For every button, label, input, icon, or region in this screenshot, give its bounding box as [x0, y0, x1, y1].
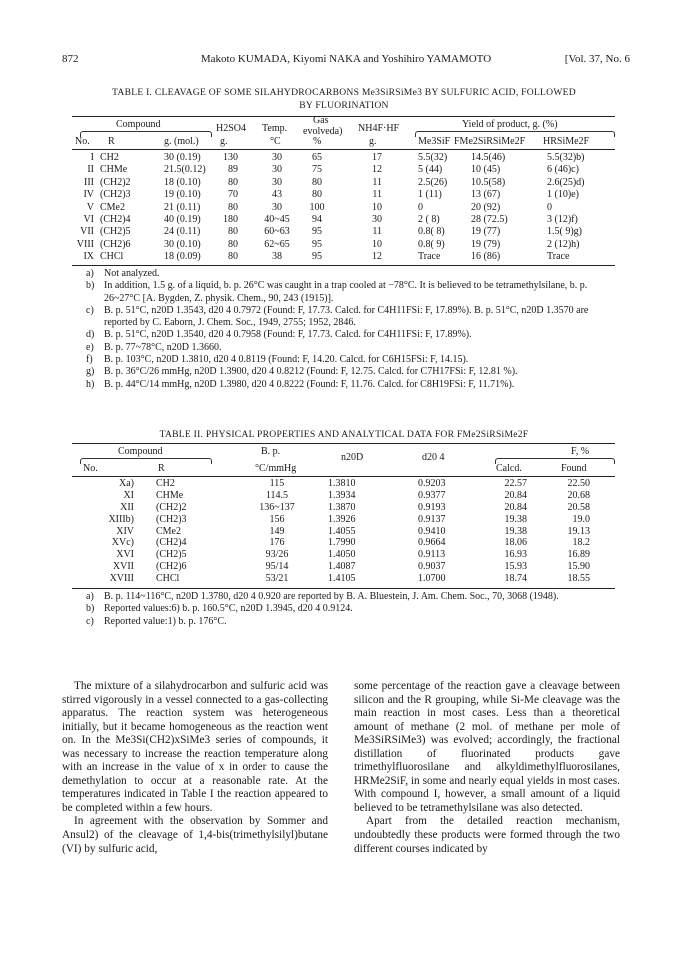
t1-nh4f-cell: 11 [372, 189, 382, 201]
t2-calcd-cell: 20.84 [504, 501, 527, 513]
t2-found-cell: 15.90 [567, 561, 590, 573]
t1-r-cell: CHCl [100, 251, 124, 263]
t2-d-cell: 0.9203 [418, 478, 446, 489]
t1-no-cell: IV [83, 189, 94, 201]
t1-p1-cell: 0.8( 9) [418, 238, 445, 250]
t1-head-p1: Me3SiF [418, 136, 451, 147]
table1-row [72, 189, 615, 201]
t2-r-cell: (CH2)4 [156, 537, 187, 549]
table2-row [72, 478, 615, 490]
t1-unit-temp: °C [270, 136, 281, 147]
footnote-marker: b) [86, 603, 95, 615]
t1-r-cell: (CH2)4 [100, 213, 131, 225]
t2-calcd-cell: 18.74 [504, 573, 527, 585]
table1-row [72, 251, 615, 263]
t1-gas-cell: 80 [312, 189, 322, 201]
t2-n-cell: 1.3926 [328, 513, 356, 525]
t1-p1-cell: 0 [418, 201, 423, 213]
t2-head-no: No. [83, 463, 98, 474]
t1-head-p2: FMe2SiRSiMe2F [454, 136, 526, 147]
t2-r-cell: (CH2)3 [156, 513, 187, 525]
t2-head-f: F, % [571, 446, 590, 457]
running-head [62, 52, 630, 66]
footnote-marker: c) [86, 304, 94, 316]
t1-temp-cell: 60~63 [264, 226, 290, 238]
t1-p3-cell: 5.5(32)b) [547, 152, 585, 163]
t1-nh4f-cell: 11 [372, 226, 382, 238]
t1-gmol-cell: 21.5(0.12) [164, 164, 206, 176]
t1-temp-cell: 30 [272, 176, 282, 188]
footnote [86, 591, 606, 603]
t1-p1-cell: 5.5(32) [418, 152, 448, 163]
t1-gmol-cell: 40 (0.19) [164, 213, 201, 225]
t1-p2-cell: 14.5(46) [471, 152, 506, 163]
t2-n-cell: 1.4087 [328, 561, 356, 573]
t1-p1-cell: 1 (11) [418, 189, 442, 201]
t1-p1-cell: 2.5(26) [418, 176, 448, 188]
t2-head-found: Found [561, 463, 587, 474]
t1-no-cell: V [86, 201, 94, 213]
t1-h2so4-cell: 89 [228, 164, 238, 176]
t1-gmol-cell: 18 (0.09) [164, 251, 201, 263]
table2-row [72, 502, 615, 514]
table1-head-rule [72, 149, 615, 150]
t1-r-cell: CH2 [100, 152, 119, 163]
t1-p2-cell: 10.5(58) [471, 176, 506, 188]
table2-notes [86, 591, 606, 628]
t1-p1-cell: 5 (44) [418, 164, 443, 176]
t1-temp-cell: 40~45 [264, 213, 290, 225]
table1-row [72, 202, 615, 214]
footnote-text: In addition, 1.5 g. of a liquid, b. p. 26°C was caught in a trap cooled at −78°C. It is believed to be tetramethylsilane, b. p. 26~27°C [A. Bygden, Z. physik. Chem., 90, 243 (1915)]. [104, 280, 588, 304]
t2-unit-row-inner [72, 463, 615, 475]
footnote-text: B. p. 51°C, n20D 1.3543, d20 4 0.7972 (Found: F, 17.73. Calcd. for C4H11FSi: F, 17.89%). B. p. 51°C, n20D 1.3570 are reported by C. Eaborn, J. Chem. Soc., 1949, 2755; 1952, 2846. [104, 304, 589, 329]
t1-nh4f-cell: 11 [372, 176, 382, 188]
table2-row [72, 549, 615, 561]
t2-found-cell: 19.13 [567, 525, 590, 537]
t1-no-cell: VI [83, 213, 94, 225]
t2-head-compound: Compound [118, 446, 163, 457]
t1-nh4f-cell: 12 [372, 251, 382, 263]
t2-r-cell: CH2 [156, 478, 175, 489]
body-column-right [354, 680, 620, 856]
table2-row [72, 526, 615, 538]
table1-notes [86, 268, 606, 391]
t2-bp-cell: 114.5 [265, 489, 289, 501]
t2-unit-bp: °C/mmHg [255, 463, 297, 474]
t1-p1-cell: 2 ( 8) [418, 213, 440, 225]
table2-body [72, 478, 615, 585]
footnote [86, 366, 606, 378]
t2-no-cell: XIIIb) [108, 513, 134, 525]
t1-r-cell: (CH2)3 [100, 189, 131, 201]
t1-p2-cell: 16 (86) [471, 251, 501, 263]
t2-d-cell: 0.9410 [418, 525, 446, 537]
t1-nh4f-cell: 10 [372, 201, 382, 213]
t2-bp-cell: 95/14 [265, 561, 289, 573]
footnote-text: B. p. 103°C, n20D 1.3810, d20 4 0.8119 (Found: F, 14.20. Calcd. for C6H15FSi: F, 14.15). [104, 354, 469, 366]
t1-head-temp: Temp. [262, 123, 288, 134]
t2-calcd-cell: 19.38 [504, 513, 527, 525]
t1-p3-cell: 0 [547, 201, 552, 213]
t1-r-cell: (CH2)6 [100, 238, 131, 250]
t2-r-cell: CHMe [156, 489, 184, 501]
t2-bp-cell: 53/21 [265, 573, 289, 585]
table1-row [72, 177, 615, 189]
footnote-text: Reported values:6) b. p. 160.5°C, n20D 1.3945, d20 4 0.9124. [104, 603, 353, 615]
t2-d-cell: 0.9037 [418, 561, 446, 573]
t1-temp-cell: 38 [272, 251, 282, 263]
t2-d-cell: 0.9664 [418, 537, 446, 549]
t1-head-gmol: g. (mol.) [164, 136, 199, 147]
table1-caption [70, 86, 618, 112]
table1-row [72, 152, 615, 164]
footnote-text: Reported value:1) b. p. 176°C. [104, 615, 227, 627]
t2-bp-cell: 115 [269, 478, 285, 489]
table2-row [72, 561, 615, 573]
table1-row [72, 226, 615, 238]
footnote-text: B. p. 44°C/14 mmHg, n20D 1.3980, d20 4 0.8222 (Found: F, 11.76. Calcd. for C8H19FSi: F, 11.71%). [104, 378, 515, 390]
t1-head-gas: Gas [313, 115, 329, 126]
t2-n-cell: 1.3810 [328, 478, 356, 489]
table1-row [72, 164, 615, 176]
t1-p2-cell: 13 (67) [471, 189, 501, 201]
t2-head-calcd: Calcd. [496, 463, 522, 474]
t1-gmol-cell: 24 (0.11) [164, 226, 201, 238]
t2-r-cell: (CH2)6 [156, 561, 187, 573]
footnote-marker: d) [86, 329, 95, 341]
t2-no-cell: XVI [116, 549, 134, 561]
t2-found-cell: 20.58 [567, 501, 590, 513]
t1-no-cell: III [84, 176, 94, 188]
t1-r-cell: (CH2)5 [100, 226, 131, 238]
body-paragraph: some percentage of the reaction gave a cleavage between silicon and the R grouping, while Si-Me cleavage was the main reaction in most cases. Less than a theoretical amount of methane (2 mol. of methane per mole of Me3SiRSiMe3) was evolved; accordingly, the fractional distillation of fluorinated products gave trimethylfluorosilane and alkyldimethylfluorosilanes, HRMe2SiF, in some and nearly equal yields in most cases. With compound I, however, a small amount of a liquid believed to be tetramethylsilane was also detected. [354, 680, 620, 814]
t1-no-cell: IX [83, 251, 94, 263]
t1-unit-h2so4: g. [220, 136, 228, 147]
footnote [86, 616, 606, 628]
footnote-marker: a) [86, 591, 94, 602]
t1-p1-cell: Trace [418, 251, 441, 263]
t2-d-cell: 0.9137 [418, 513, 446, 525]
table2-caption: TABLE II. PHYSICAL PROPERTIES AND ANALYTICAL DATA FOR FMe2SiRSiMe2F [159, 429, 529, 440]
t2-found-cell: 18.55 [567, 573, 590, 585]
table1-body [72, 152, 615, 264]
table1-row [72, 239, 615, 251]
t2-r-cell: (CH2)5 [156, 549, 187, 561]
table1-caption-line2: BY FLUORINATION [299, 100, 389, 111]
t1-r-cell: CHMe [100, 164, 128, 176]
t1-head-h2so4: H2SO4 [216, 123, 247, 134]
t1-head-no: No. [75, 136, 90, 147]
t2-head-bp: B. p. [261, 446, 281, 457]
t2-n-cell: 1.7990 [328, 537, 356, 549]
t1-p3-cell: Trace [547, 251, 570, 263]
t1-h2so4-cell: 80 [228, 226, 238, 238]
t1-unit-gas: % [313, 136, 322, 147]
t1-p2-cell: 28 (72.5) [471, 213, 508, 225]
table2-row [72, 537, 615, 549]
body-paragraph: In agreement with the observation by Sommer and Ansul2) of the cleavage of 1,4-bis(trimethylsilyl)butane (VI) by sulfuric acid, [62, 815, 328, 855]
table2-top-rule [72, 443, 615, 444]
t1-unit-row-inner [72, 136, 615, 148]
t1-h2so4-cell: 180 [223, 213, 238, 225]
footnote [86, 379, 606, 391]
footnote-text: Not analyzed. [104, 268, 160, 279]
t1-no-cell: I [90, 152, 94, 163]
t1-h2so4-cell: 80 [228, 176, 238, 188]
t2-calcd-cell: 18.06 [504, 537, 527, 549]
t1-nh4f-cell: 10 [372, 238, 382, 250]
t2-no-cell: XIV [116, 525, 134, 537]
footnote-text: B. p. 51°C, n20D 1.3540, d20 4 0.7958 (Found: F, 17.73. Calcd. for C4H11FSi: F, 17.89%). [104, 329, 472, 341]
t2-n-cell: 1.4050 [328, 549, 356, 561]
t2-calcd-cell: 15.93 [504, 561, 527, 573]
t1-head-p3: HRSiMe2F [543, 136, 590, 147]
t1-gas-cell: 65 [312, 152, 322, 163]
t1-h2so4-cell: 80 [228, 251, 238, 263]
t2-bp-cell: 176 [269, 537, 285, 549]
t2-head-n: n20D [341, 452, 364, 463]
footnote-marker: h) [86, 378, 95, 390]
table1-bottom-rule [72, 265, 615, 266]
t2-d-cell: 0.9193 [418, 501, 446, 513]
t1-p2-cell: 10 (45) [471, 164, 501, 176]
footnote-marker: f) [86, 354, 93, 366]
t2-found-cell: 16.89 [567, 549, 590, 561]
footnote-marker: e) [86, 341, 94, 353]
t1-h2so4-cell: 70 [228, 189, 238, 201]
t1-unit-row [72, 136, 615, 148]
t1-h2so4-cell: 80 [228, 201, 238, 213]
running-head-authors: Makoto KUMADA, Kiyomi NAKA and Yoshihiro YAMAMOTO [200, 53, 492, 65]
t2-no-cell: XVII [112, 561, 134, 573]
t1-unit-nh4f: g. [369, 136, 377, 147]
t1-r-cell: (CH2)2 [100, 176, 131, 188]
t2-bp-cell: 136~137 [259, 501, 295, 513]
t2-no-cell: XVIII [109, 573, 134, 585]
footnote [86, 329, 606, 341]
t2-no-cell: XVc) [111, 537, 134, 549]
t2-head-d: d20 4 [422, 452, 445, 463]
t2-calcd-cell: 22.57 [504, 478, 527, 489]
t1-h2so4-cell: 130 [223, 152, 238, 163]
t1-p3-cell: 2.6(25)d) [547, 176, 585, 188]
t1-gas-cell: 95 [312, 251, 322, 263]
footnote-text: B. p. 36°C/26 mmHg, n20D 1.3900, d20 4 0.8212 (Found: F, 12.75. Calcd. for C7H17FSi: F, 12.81 %). [104, 366, 518, 378]
footnote-marker: a) [86, 268, 94, 279]
t1-temp-cell: 30 [272, 201, 282, 213]
t1-p3-cell: 3 (12)f) [547, 213, 578, 225]
t2-found-cell: 19.0 [572, 513, 590, 525]
t1-p3-cell: 2 (12)h) [547, 238, 580, 250]
footnote-marker: g) [86, 366, 95, 378]
t1-r-cell: CMe2 [100, 201, 125, 213]
footnote-marker: c) [86, 615, 94, 627]
t2-found-cell: 20.68 [567, 489, 590, 501]
t2-r-cell: (CH2)2 [156, 501, 187, 513]
t2-calcd-cell: 16.93 [504, 549, 527, 561]
footnote [86, 280, 606, 305]
t1-gas-cell: 94 [312, 213, 322, 225]
t1-gmol-cell: 30 (0.19) [164, 152, 201, 163]
page-number: 872 [62, 53, 79, 65]
t1-temp-cell: 30 [272, 152, 282, 163]
footnote [86, 603, 606, 615]
t2-n-cell: 1.3934 [328, 489, 356, 501]
t1-gmol-cell: 30 (0.10) [164, 238, 201, 250]
t1-gas-cell: 75 [312, 164, 322, 176]
footnote-text: B. p. 114~116°C, n20D 1.3780, d20 4 0.920 are reported by B. A. Bluestein, J. Am. Chem. Soc., 70, 3068 (1948). [104, 591, 559, 602]
t2-unit-row [72, 463, 615, 475]
t2-d-cell: 0.9377 [418, 489, 446, 501]
table1-top-rule [72, 116, 615, 117]
t1-temp-cell: 62~65 [264, 238, 290, 250]
t1-gas-cell: 95 [312, 238, 322, 250]
footnote [86, 354, 606, 366]
t1-nh4f-cell: 30 [372, 213, 382, 225]
t1-gas-cell: 95 [312, 226, 322, 238]
table2-row [72, 514, 615, 526]
body-paragraph: Apart from the detailed reaction mechanism, undoubtedly these products were formed through the two different courses indicated by [354, 815, 620, 855]
t2-no-cell: Xa) [119, 478, 134, 489]
t1-no-cell: VII [80, 226, 94, 238]
footnote [86, 342, 606, 354]
t1-head-yield: Yield of product, g. (%) [462, 119, 558, 130]
t1-p1-cell: 0.8( 8) [418, 226, 445, 238]
table1-row [72, 214, 615, 226]
t1-p3-cell: 1 (10)e) [547, 189, 579, 201]
t1-head-compound: Compound [116, 119, 161, 130]
t1-temp-cell: 43 [272, 189, 282, 201]
t1-p3-cell: 1.5( 9)g) [547, 226, 582, 238]
running-head-volume: [Vol. 37, No. 6 [564, 53, 630, 65]
table1-caption-line1: TABLE I. CLEAVAGE OF SOME SILAHYDROCARBONS Me3SiRSiMe3 BY SULFURIC ACID, FOLLOWED [112, 87, 576, 98]
t2-d-cell: 0.9113 [418, 549, 446, 561]
t2-bp-cell: 149 [269, 525, 285, 537]
t1-p2-cell: 19 (79) [471, 238, 501, 250]
t2-found-cell: 18.2 [572, 537, 590, 549]
t2-calcd-cell: 19.38 [504, 525, 527, 537]
t1-head-nh4f: NH4F·HF [358, 123, 400, 134]
t2-found-cell: 22.50 [567, 478, 590, 489]
t1-temp-cell: 30 [272, 164, 282, 176]
t2-n-cell: 1.4105 [328, 573, 356, 585]
t1-head-gas2: evolveda) [303, 126, 343, 137]
t1-gmol-cell: 18 (0.10) [164, 176, 201, 188]
body-paragraph: The mixture of a silahydrocarbon and sulfuric acid was stirred vigorously in a vessel connected to a gas-collecting apparatus. The reaction system was heterogeneous initially, but it became homogeneous as the reaction went on. In the Me3Si(CH2)xSiMe3 series of compounds, it was necessary to increase the reaction temperature along with an increase in the value of x in order to cause the demethylation to occur at a reasonable rate. At the temperatures indicated in Table I the reaction appeared to be completed within a few hours. [62, 680, 328, 814]
t1-nh4f-cell: 17 [372, 152, 382, 163]
table2-row [72, 573, 615, 585]
t1-head-r: R [108, 136, 115, 147]
t1-no-cell: VIII [76, 238, 94, 250]
footnote [86, 305, 606, 330]
table2-row [72, 490, 615, 502]
t1-p2-cell: 19 (77) [471, 226, 501, 238]
t2-r-cell: CHCl [156, 573, 180, 585]
t1-gmol-cell: 21 (0.11) [164, 201, 201, 213]
footnote-marker: b) [86, 280, 95, 292]
t1-p3-cell: 6 (46)c) [547, 164, 579, 176]
body-column-left [62, 680, 328, 856]
t1-gas-cell: 100 [309, 201, 325, 213]
t1-h2so4-cell: 80 [228, 238, 238, 250]
t2-d-cell: 1.0700 [418, 573, 446, 585]
t2-n-cell: 1.3870 [328, 501, 356, 513]
t2-head-r: R [158, 463, 165, 474]
t2-n-cell: 1.4055 [328, 525, 356, 537]
t2-bp-cell: 93/26 [265, 549, 289, 561]
t2-no-cell: XI [123, 489, 134, 501]
t2-no-cell: XII [120, 501, 134, 513]
t1-gas-cell: 80 [312, 176, 322, 188]
t2-r-cell: CMe2 [156, 525, 181, 537]
footnote-text: B. p. 77~78°C, n20D 1.3660. [104, 341, 222, 353]
t2-calcd-cell: 20.84 [504, 489, 527, 501]
t1-p2-cell: 20 (92) [471, 201, 501, 213]
table2-bottom-rule [72, 588, 615, 589]
footnote [86, 268, 606, 280]
table2-head-rule [72, 476, 615, 477]
t1-gmol-cell: 19 (0.10) [164, 189, 201, 201]
t1-no-cell: II [87, 164, 94, 176]
t1-nh4f-cell: 12 [372, 164, 382, 176]
t2-bp-cell: 156 [269, 513, 285, 525]
